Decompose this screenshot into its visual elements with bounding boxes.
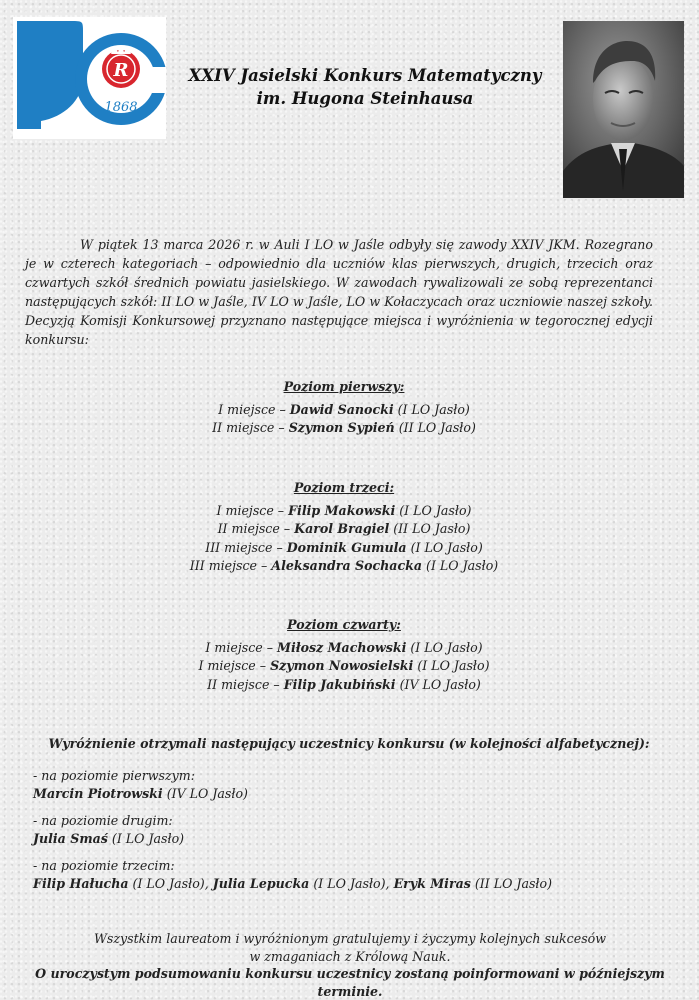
title-line-1: XXIV Jasielski Konkurs Matematyczny [188,66,542,85]
result-entry: I miejsce – Filip Makowski (I LO Jasło) [216,502,472,518]
distinction-group-third [33,857,552,893]
page-title [170,64,560,110]
distinction-group-second [33,812,184,848]
distinction-label: - na poziomie drugim: [33,813,173,828]
result-entry: I miejsce – Szymon Nowosielski (I LO Jasło) [198,658,490,673]
school-logo [13,17,166,139]
result-entry: III miejsce – Dominik Gumula (I LO Jasło) [205,539,483,555]
level-heading: Poziom trzeci: [293,480,395,495]
distinctions-heading: Wyróżnienie otrzymali następujący uczestnicy konkursu (w kolejności alfabetycznej): [48,736,650,751]
svg-text:R: R [113,60,129,81]
distinction-person: Marcin Piotrowski (IV LO Jasło) [33,786,248,801]
level-third [100,479,588,576]
level-heading: Poziom czwarty: [287,617,401,632]
closing-text [25,930,675,1000]
distinction-group-first [33,767,248,803]
result-entry: I miejsce – Dawid Sanocki (I LO Jasło) [218,401,470,417]
closing-line-2: w zmaganiach z Królową Nauk. [249,948,451,964]
result-entry: II miejsce – Filip Jakubiński (IV LO Jasło) [207,676,481,692]
level-fourth [100,616,588,694]
level-first [100,378,588,438]
result-entry: III miejsce – Aleksandra Sochacka (I LO Jasło) [189,558,499,573]
level-heading: Poziom pierwszy: [283,379,405,394]
intro-paragraph: W piątek 13 marca 2026 r. w Auli I LO w Jaśle odbyły się zawody XXIV JKM. Rozegrano je w czterech kategoriach – odpowiednio dla uczniów klas pierwszych, drugich, trzecich oraz czwartych szkół średnich powiatu jasielskiego. W zawodach rywalizowali ze sobą reprezentanci następujących szkół: II LO w Jaśle, IV LO w Jaśle, LO w Kołaczycach oraz uczniowie naszej szkoły. Decyzją Komisji Konkursowej przyznano następujące miejsca i wyróżnienia w tegorocznej edycji konkursu: [25,237,653,347]
title-line-2: im. Hugona Steinhausa [256,89,474,108]
result-entry: II miejsce – Karol Bragiel (II LO Jasło) [217,521,471,536]
closing-line-1: Wszystkim laureatom i wyróżnionym gratulujemy i życzymy kolejnych sukcesów [93,931,607,946]
distinction-label: - na poziomie trzecim: [33,858,175,873]
portrait-photo [563,21,684,198]
closing-line-3: O uroczystym podsumowaniu konkursu uczestnicy zostaną poinformowani w późniejszym terminie. [35,966,665,999]
distinction-people: Filip Hałucha (I LO Jasło), Julia Lepucka (I LO Jasło), Eryk Miras (II LO Jasło) [33,876,553,891]
distinction-label: - na poziomie pierwszym: [33,768,195,783]
logo-year: 1868 [104,100,138,115]
result-entry: II miejsce – Szymon Sypień (II LO Jasło) [212,420,476,435]
distinction-person: Julia Smaś (I LO Jasło) [33,831,185,846]
result-entry: I miejsce – Miłosz Machowski (I LO Jasło) [205,639,483,655]
